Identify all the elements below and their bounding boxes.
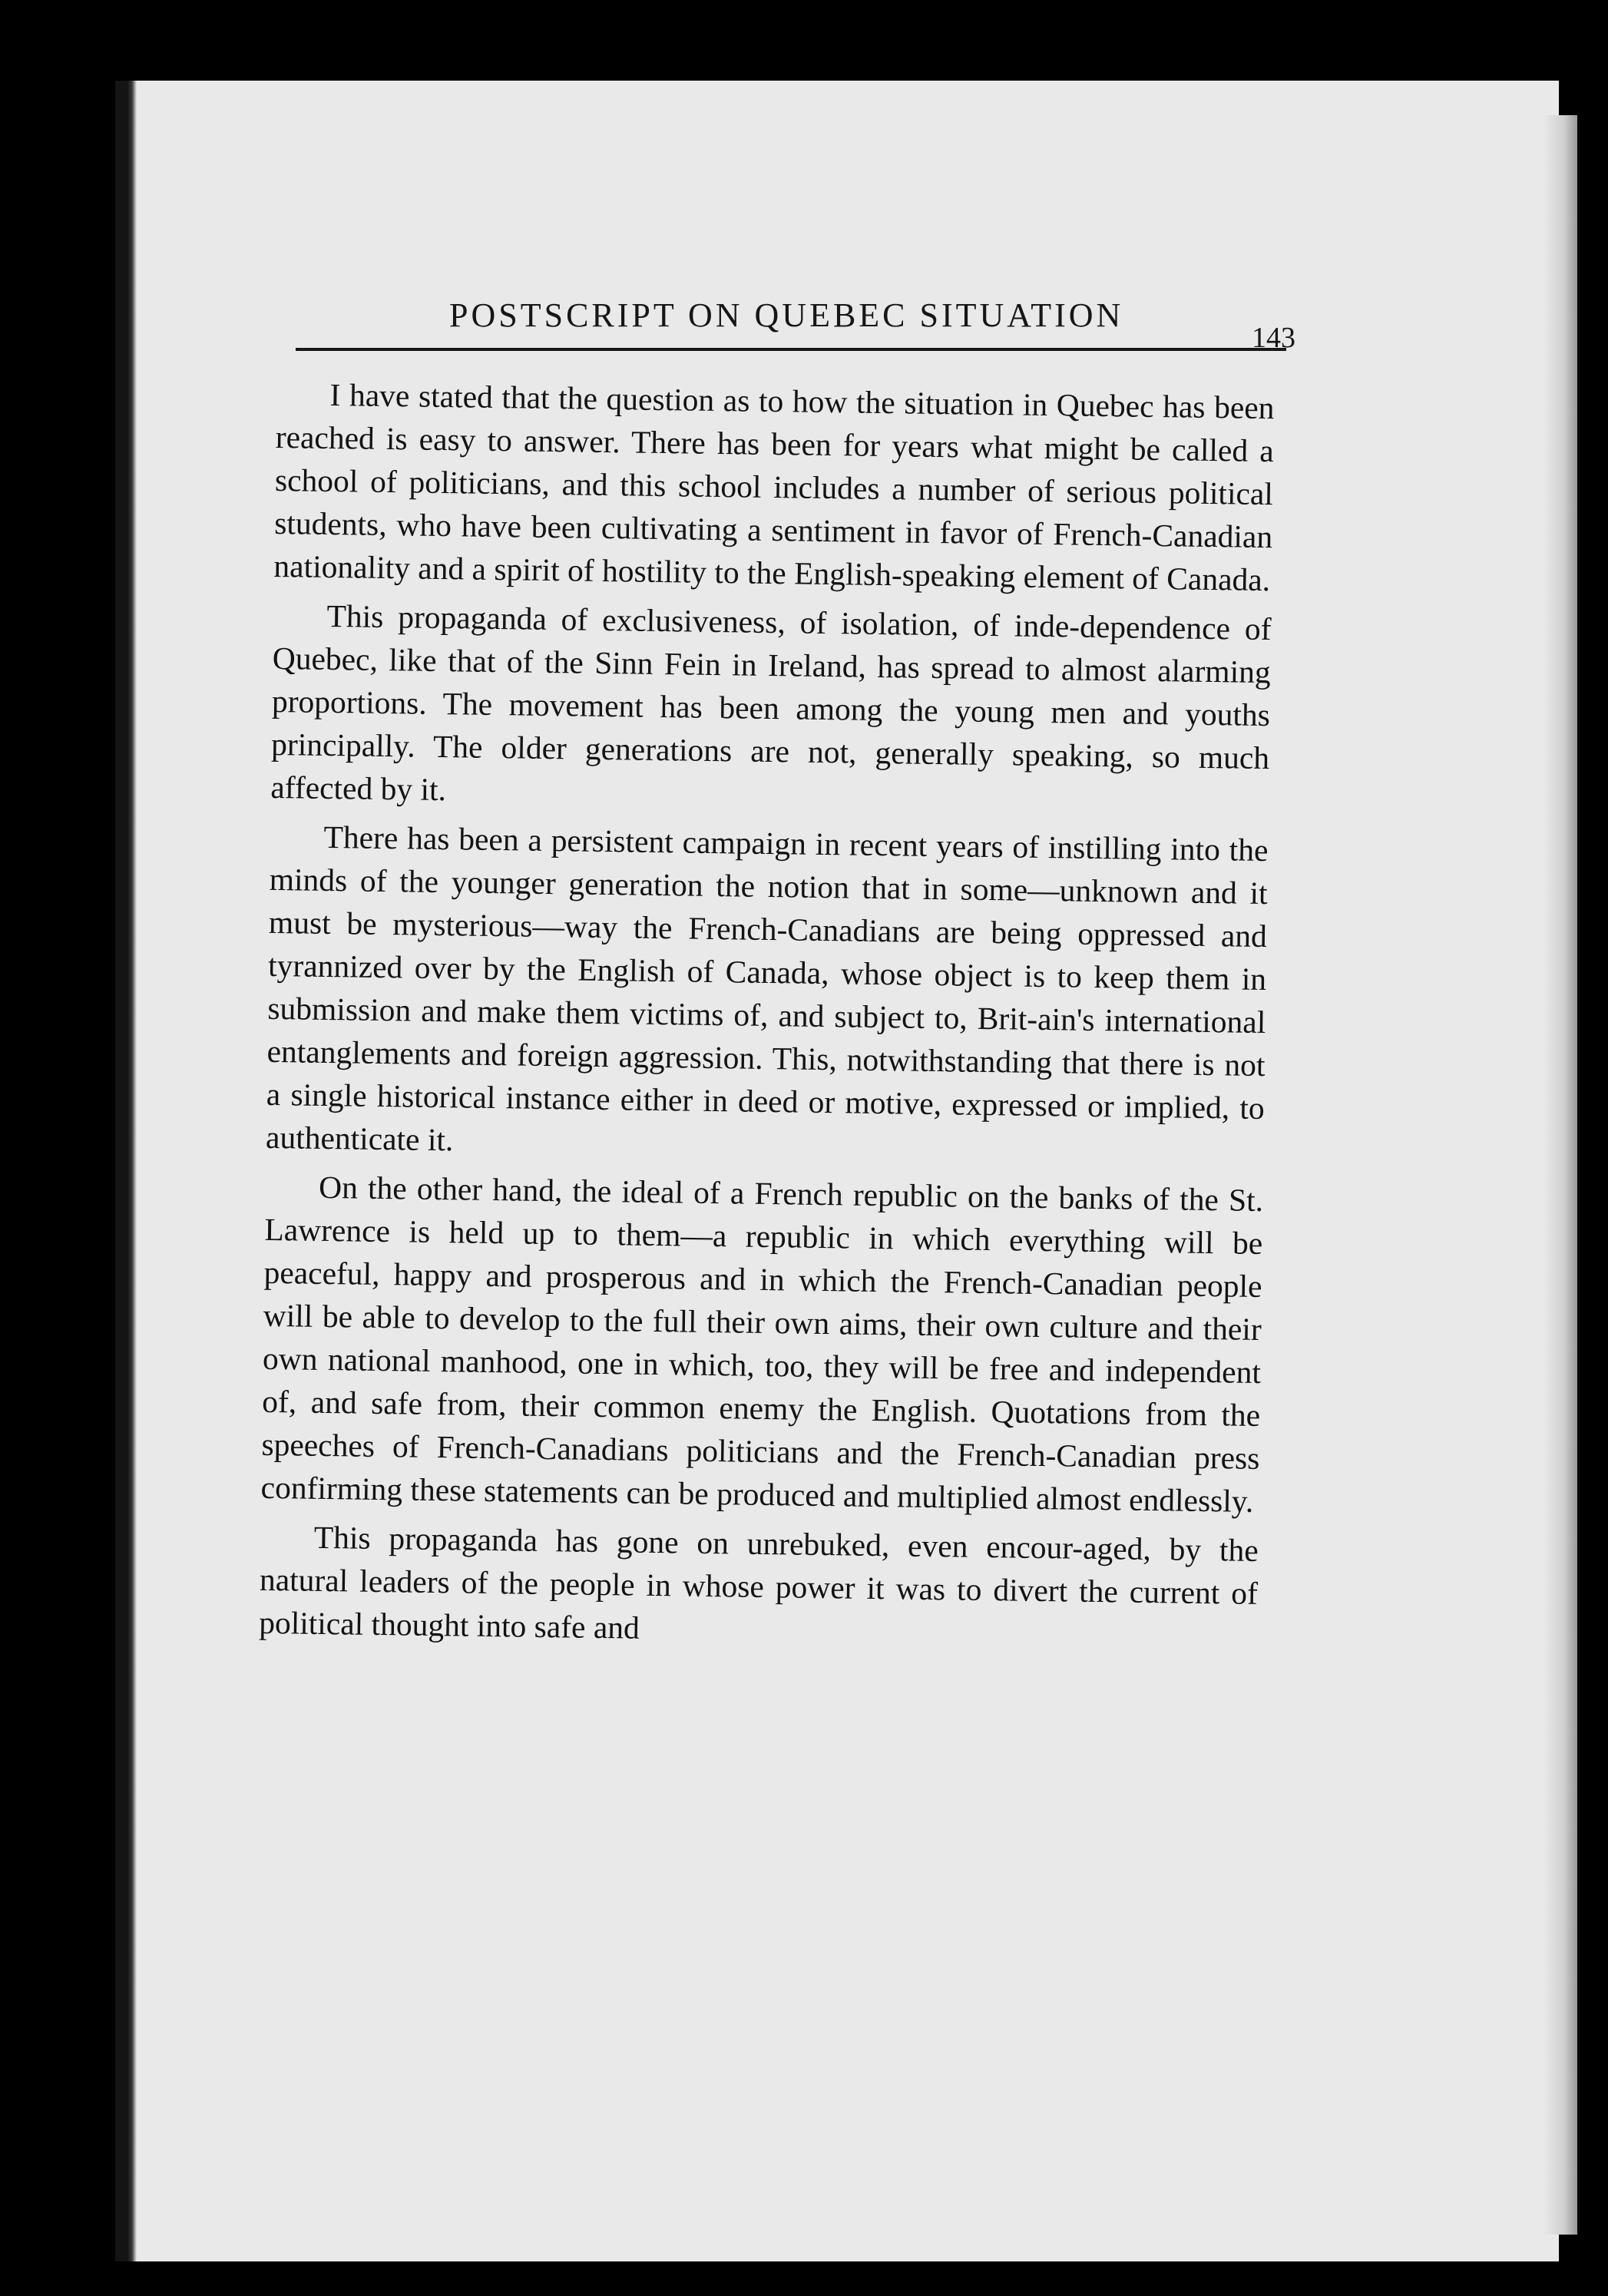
running-title: POSTSCRIPT ON QUEBEC SITUATION xyxy=(449,296,1124,334)
body-text xyxy=(259,372,1275,1664)
paragraph-5: This propaganda has gone on unrebuked, even encour-aged, by the natural leaders of the people in whose power it was to divert the current of political thought into safe and xyxy=(258,1519,1259,1646)
paragraph-2: This propaganda of exclusiveness, of isolation, of inde-dependence of Quebec, like that of the Sinn Fein in Ireland, has spread to almost alarming proportions. The movement has been among the young men and youths principally. The older generations are not, generally speaking, so much affected by it. xyxy=(270,597,1272,808)
paragraph-4: On the other hand, the ideal of a French republic on the banks of the St. Lawrence is held up to them—a republic in which everything will be peaceful, happy and prosperous and in which the French-Canadian people will be able to develop to the full their own aims, their own culture and their own national manhood, one in which, too, they will be free and independent of, and safe from, their common enemy the English. Quotations from the speeches of French-Canadians politicians and the French-Canadian press confirming these statements can be produced and multiplied almost endlessly. xyxy=(260,1169,1264,1519)
page-number: 143 xyxy=(1252,322,1295,354)
running-header xyxy=(296,296,1286,351)
page-spine-shadow xyxy=(115,81,137,2261)
paragraph-3: There has been a persistent campaign in recent years of instilling into the minds of the younger generation the notion that in some—unknown and it must be mysterious—way the French-Canadians are being oppressed and tyrannized over by the English of Canada, whose object is to keep them in submission and make them victims of, and subject to, Brit-ain's international entanglements and foreign aggression. This, notwithstanding that there is not a single historical instance either in deed or motive, expressed or implied, to authenticate it. xyxy=(265,819,1269,1158)
page-edge xyxy=(1543,115,1577,2235)
paragraph-1: I have stated that the question as to how the situation in Quebec has been reached is easy to answer. There has been for years what might be called a school of politicians, and this school includes a number of serious political students, who have been cultivating a sentiment in favor of French-Canadian nationality and a spirit of hostility to the English-speaking element of Canada. xyxy=(273,376,1275,598)
